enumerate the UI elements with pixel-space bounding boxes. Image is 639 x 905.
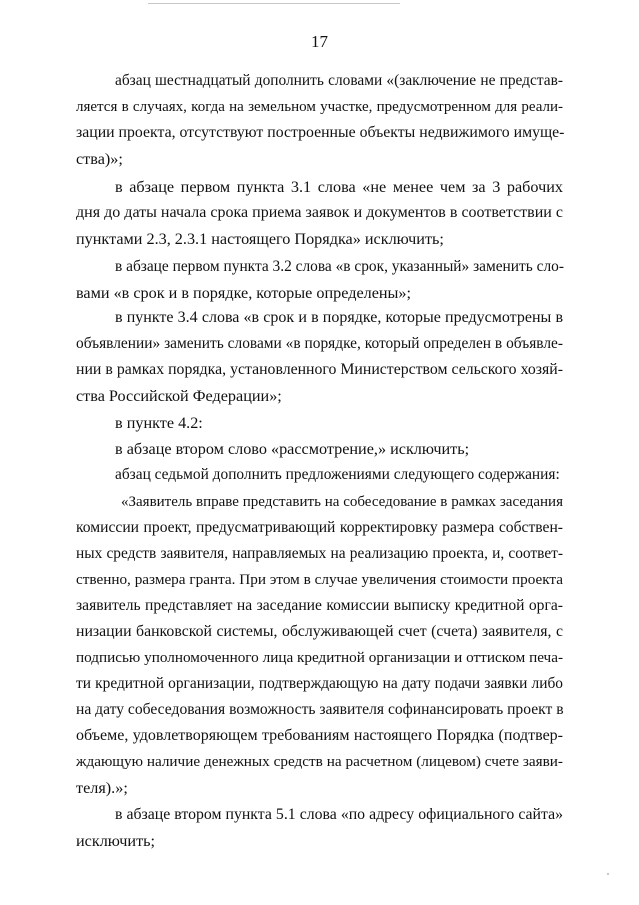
text-line: абзац шестнадцатый дополнить словами «(заключение не представ-: [115, 72, 563, 89]
text-line: теля).»;: [76, 779, 128, 797]
text-line: объеме, удовлетворяющем требованиям настоящего Порядка (подтвер-: [76, 727, 563, 744]
text-line: комиссии проект, предусматривающий корректировку размера собствен-: [76, 519, 563, 536]
text-line: объявлении» заменить словами «в порядке, который определен в объявле-: [76, 335, 563, 352]
text-line: вами «в срок и в порядке, которые определены»;: [76, 284, 412, 302]
text-line: на дату собеседования возможность заявителя софинансировать проект в: [76, 701, 564, 718]
text-line: зации проекта, отсутствуют построенные объекты недвижимого имуще-: [76, 124, 565, 141]
text-line: ляется в случаях, когда на земельном участке, предусмотренном для реали-: [76, 99, 563, 115]
page-number: 17: [311, 32, 328, 51]
scan-top-edge: [148, 0, 400, 4]
text-line: исключить;: [76, 832, 156, 850]
text-line: ственно, размера гранта. При этом в случае увеличения стоимости проекта: [76, 571, 563, 588]
text-line: в абзаце первом пункта 3.1 слова «не менее чем за 3 рабочих: [115, 178, 563, 196]
text-line: в пункте 4.2:: [115, 414, 203, 432]
text-line: в пункте 3.4 слова «в срок и в порядке, которые предусмотрены в: [115, 309, 563, 326]
text-line: в абзаце первом пункта 3.2 слова «в срок, указанный» заменить сло-: [115, 258, 564, 275]
text-line: ства)»;: [76, 150, 123, 168]
text-line: нии в рамках порядка, установленного Министерством сельского хозяй-: [76, 361, 563, 378]
text-line: низации банковской системы, обслуживающей счет (счета) заявителя, с: [76, 623, 563, 640]
text-line: ства Российской Федерации»;: [76, 387, 282, 405]
text-line: в абзаце втором пункта 5.1 слова «по адресу официального сайта»: [115, 806, 563, 823]
text-line: ждающую наличие денежных средств на расчетном (лицевом) счете заяви-: [76, 753, 563, 770]
text-line: ти кредитной организации, подтверждающую на дату подачи заявки либо: [76, 675, 563, 692]
text-line: абзац седьмой дополнить предложениями следующего содержания:: [115, 466, 560, 483]
text-line: «Заявитель вправе представить на собеседование в рамках заседания: [121, 494, 563, 510]
text-line: пунктами 2.3, 2.3.1 настоящего Порядка» исключить;: [76, 230, 444, 248]
text-line: ных средств заявителя, направляемых на реализацию проекта, и, соответ-: [76, 545, 563, 562]
text-line: дня до даты начала срока приема заявок и документов в соответствии с: [76, 204, 563, 221]
text-line: заявитель представляет на заседание комиссии выписку кредитной орга-: [76, 597, 563, 614]
text-line: в абзаце втором слово «рассмотрение,» исключить;: [115, 440, 470, 458]
scan-speck: [607, 873, 609, 875]
text-line: подписью уполномоченного лица кредитной организации и оттиском печа-: [76, 649, 563, 666]
